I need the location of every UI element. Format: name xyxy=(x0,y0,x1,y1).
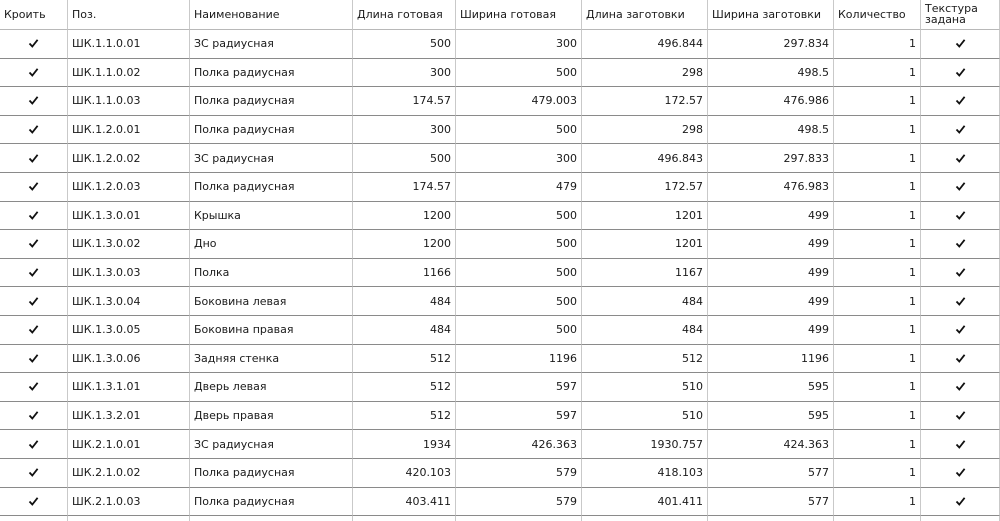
quantity-cell[interactable]: 1 xyxy=(834,287,921,316)
checkmark-icon xyxy=(28,496,39,507)
checkmark-icon xyxy=(955,210,966,221)
position-cell[interactable]: ШК.1.3.0.06 xyxy=(68,345,190,374)
length-blank-cell[interactable]: 401.411 xyxy=(582,488,708,517)
checkmark-icon xyxy=(955,153,966,164)
cut-checkbox[interactable] xyxy=(27,37,40,50)
width-ready-cell[interactable]: 500 xyxy=(456,287,582,316)
position-cell[interactable]: ШК.1.1.0.02 xyxy=(68,59,190,88)
length-ready-cell[interactable]: 1934 xyxy=(353,430,456,459)
cut-cell xyxy=(0,87,68,116)
width-ready-cell[interactable]: 426.363 xyxy=(456,430,582,459)
quantity-cell[interactable]: 1 xyxy=(834,59,921,88)
cut-cell xyxy=(0,287,68,316)
width-blank-cell[interactable]: 297.833 xyxy=(708,144,834,173)
texture-checkbox[interactable] xyxy=(954,237,967,250)
width-blank-cell[interactable]: 476.986 xyxy=(708,87,834,116)
position-cell[interactable]: ШК.1.1.0.01 xyxy=(68,30,190,59)
cut-checkbox[interactable] xyxy=(27,438,40,451)
length-ready-cell[interactable]: 300 xyxy=(353,59,456,88)
position-cell[interactable]: ШК.1.2.0.03 xyxy=(68,173,190,202)
header-cut[interactable]: Кроить xyxy=(0,0,68,30)
width-blank-cell[interactable]: 498.5 xyxy=(708,116,834,145)
header-length-blank[interactable]: Длина заготовки xyxy=(582,0,708,30)
width-ready-cell[interactable]: 479 xyxy=(456,173,582,202)
checkmark-icon xyxy=(955,296,966,307)
name-cell[interactable]: Крышка xyxy=(190,202,353,231)
cut-checkbox[interactable] xyxy=(27,466,40,479)
length-blank-cell[interactable]: 172.57 xyxy=(582,87,708,116)
tail-col xyxy=(921,516,1000,521)
width-ready-cell[interactable]: 597 xyxy=(456,402,582,431)
length-blank-cell[interactable]: 1201 xyxy=(582,202,708,231)
width-ready-cell[interactable]: 579 xyxy=(456,459,582,488)
length-blank-cell[interactable]: 512 xyxy=(582,345,708,374)
position-cell[interactable]: ШК.1.3.2.01 xyxy=(68,402,190,431)
name-cell[interactable]: Полка радиусная xyxy=(190,173,353,202)
length-ready-cell[interactable]: 1166 xyxy=(353,259,456,288)
checkmark-icon xyxy=(955,353,966,364)
cut-checkbox[interactable] xyxy=(27,66,40,79)
length-blank-cell[interactable]: 496.844 xyxy=(582,30,708,59)
checkmark-icon xyxy=(955,467,966,478)
checkmark-icon xyxy=(955,381,966,392)
width-blank-cell[interactable]: 499 xyxy=(708,230,834,259)
texture-cell xyxy=(921,488,1000,517)
checkmark-icon xyxy=(28,95,39,106)
texture-checkbox[interactable] xyxy=(954,380,967,393)
quantity-cell[interactable]: 1 xyxy=(834,316,921,345)
width-ready-cell[interactable]: 500 xyxy=(456,230,582,259)
quantity-cell[interactable]: 1 xyxy=(834,144,921,173)
checkmark-icon xyxy=(28,210,39,221)
header-position[interactable]: Поз. xyxy=(68,0,190,30)
length-blank-cell[interactable]: 1930.757 xyxy=(582,430,708,459)
texture-cell xyxy=(921,30,1000,59)
cut-cell xyxy=(0,402,68,431)
width-blank-cell[interactable]: 577 xyxy=(708,488,834,517)
cut-cell xyxy=(0,30,68,59)
position-cell[interactable]: ШК.1.3.0.04 xyxy=(68,287,190,316)
texture-cell xyxy=(921,373,1000,402)
table-continuation xyxy=(0,516,1000,521)
width-blank-cell[interactable]: 499 xyxy=(708,259,834,288)
length-ready-cell[interactable]: 512 xyxy=(353,345,456,374)
quantity-cell[interactable]: 1 xyxy=(834,202,921,231)
texture-checkbox[interactable] xyxy=(954,266,967,279)
length-blank-cell[interactable]: 484 xyxy=(582,316,708,345)
checkmark-icon xyxy=(28,439,39,450)
width-blank-cell[interactable]: 297.834 xyxy=(708,30,834,59)
cut-checkbox[interactable] xyxy=(27,237,40,250)
texture-checkbox[interactable] xyxy=(954,323,967,336)
tail-col xyxy=(834,516,921,521)
texture-checkbox[interactable] xyxy=(954,295,967,308)
checkmark-icon xyxy=(28,181,39,192)
width-ready-cell[interactable]: 300 xyxy=(456,30,582,59)
cut-checkbox[interactable] xyxy=(27,495,40,508)
name-cell[interactable]: Задняя стенка xyxy=(190,345,353,374)
tail-col xyxy=(353,516,456,521)
name-cell[interactable]: ЗС радиусная xyxy=(190,144,353,173)
position-cell[interactable]: ШК.1.2.0.01 xyxy=(68,116,190,145)
checkmark-icon xyxy=(28,353,39,364)
checkmark-icon xyxy=(28,467,39,478)
checkmark-icon xyxy=(28,153,39,164)
cut-checkbox[interactable] xyxy=(27,209,40,222)
name-cell[interactable]: Полка радиусная xyxy=(190,488,353,517)
texture-cell xyxy=(921,345,1000,374)
checkmark-icon xyxy=(28,381,39,392)
width-blank-cell[interactable]: 499 xyxy=(708,287,834,316)
texture-cell xyxy=(921,87,1000,116)
quantity-cell[interactable]: 1 xyxy=(834,345,921,374)
width-ready-cell[interactable]: 500 xyxy=(456,259,582,288)
tail-col xyxy=(68,516,190,521)
position-cell[interactable]: ШК.1.3.1.01 xyxy=(68,373,190,402)
name-cell[interactable]: Боковина правая xyxy=(190,316,353,345)
length-ready-cell[interactable]: 403.411 xyxy=(353,488,456,517)
quantity-cell[interactable]: 1 xyxy=(834,488,921,517)
texture-checkbox[interactable] xyxy=(954,94,967,107)
checkmark-icon xyxy=(28,238,39,249)
width-ready-cell[interactable]: 597 xyxy=(456,373,582,402)
width-ready-cell[interactable]: 500 xyxy=(456,116,582,145)
length-ready-cell[interactable]: 174.57 xyxy=(353,87,456,116)
tail-col xyxy=(456,516,582,521)
width-ready-cell[interactable]: 500 xyxy=(456,59,582,88)
length-blank-cell[interactable]: 1201 xyxy=(582,230,708,259)
header-texture-set[interactable]: Текстура задана xyxy=(921,0,1000,30)
checkmark-icon xyxy=(28,38,39,49)
width-blank-cell[interactable]: 595 xyxy=(708,373,834,402)
checkmark-icon xyxy=(28,324,39,335)
texture-checkbox[interactable] xyxy=(954,209,967,222)
header-length-ready[interactable]: Длина готовая xyxy=(353,0,456,30)
texture-checkbox[interactable] xyxy=(954,438,967,451)
width-blank-cell[interactable]: 1196 xyxy=(708,345,834,374)
name-cell[interactable]: Дверь правая xyxy=(190,402,353,431)
name-cell[interactable]: Дверь левая xyxy=(190,373,353,402)
texture-checkbox[interactable] xyxy=(954,409,967,422)
name-cell[interactable]: Боковина левая xyxy=(190,287,353,316)
width-ready-cell[interactable]: 1196 xyxy=(456,345,582,374)
name-cell[interactable]: Полка радиусная xyxy=(190,459,353,488)
length-blank-cell[interactable]: 298 xyxy=(582,59,708,88)
checkmark-icon xyxy=(955,496,966,507)
width-blank-cell[interactable]: 498.5 xyxy=(708,59,834,88)
tail-col xyxy=(0,516,68,521)
length-ready-cell[interactable]: 174.57 xyxy=(353,173,456,202)
texture-cell xyxy=(921,316,1000,345)
cut-checkbox[interactable] xyxy=(27,352,40,365)
quantity-cell[interactable]: 1 xyxy=(834,87,921,116)
width-blank-cell[interactable]: 595 xyxy=(708,402,834,431)
cut-cell xyxy=(0,202,68,231)
texture-cell xyxy=(921,202,1000,231)
length-blank-cell[interactable]: 484 xyxy=(582,287,708,316)
width-ready-cell[interactable]: 479.003 xyxy=(456,87,582,116)
quantity-cell[interactable]: 1 xyxy=(834,459,921,488)
texture-cell xyxy=(921,287,1000,316)
quantity-cell[interactable]: 1 xyxy=(834,173,921,202)
tail-col xyxy=(708,516,834,521)
position-cell[interactable]: ШК.1.3.0.05 xyxy=(68,316,190,345)
cut-cell xyxy=(0,144,68,173)
cut-checkbox[interactable] xyxy=(27,152,40,165)
quantity-cell[interactable]: 1 xyxy=(834,259,921,288)
cut-cell xyxy=(0,345,68,374)
texture-cell xyxy=(921,459,1000,488)
texture-checkbox[interactable] xyxy=(954,180,967,193)
length-blank-cell[interactable]: 510 xyxy=(582,373,708,402)
checkmark-icon xyxy=(28,296,39,307)
checkmark-icon xyxy=(955,410,966,421)
checkmark-icon xyxy=(28,267,39,278)
length-ready-cell[interactable]: 484 xyxy=(353,316,456,345)
length-ready-cell[interactable]: 512 xyxy=(353,373,456,402)
texture-checkbox[interactable] xyxy=(954,495,967,508)
length-ready-cell[interactable]: 500 xyxy=(353,30,456,59)
width-ready-cell[interactable]: 300 xyxy=(456,144,582,173)
width-blank-cell[interactable]: 499 xyxy=(708,316,834,345)
position-cell[interactable]: ШК.2.1.0.03 xyxy=(68,488,190,517)
checkmark-icon xyxy=(955,324,966,335)
texture-checkbox[interactable] xyxy=(954,352,967,365)
texture-cell xyxy=(921,173,1000,202)
cut-checkbox[interactable] xyxy=(27,409,40,422)
width-ready-cell[interactable]: 500 xyxy=(456,202,582,231)
texture-cell xyxy=(921,144,1000,173)
texture-cell xyxy=(921,116,1000,145)
cut-checkbox[interactable] xyxy=(27,123,40,136)
length-ready-cell[interactable]: 500 xyxy=(353,144,456,173)
quantity-cell[interactable]: 1 xyxy=(834,116,921,145)
width-blank-cell[interactable]: 499 xyxy=(708,202,834,231)
cut-cell xyxy=(0,459,68,488)
header-width-ready[interactable]: Ширина готовая xyxy=(456,0,582,30)
checkmark-icon xyxy=(28,410,39,421)
cut-cell xyxy=(0,116,68,145)
checkmark-icon xyxy=(28,124,39,135)
texture-checkbox[interactable] xyxy=(954,152,967,165)
length-blank-cell[interactable]: 172.57 xyxy=(582,173,708,202)
texture-cell xyxy=(921,402,1000,431)
tail-col xyxy=(582,516,708,521)
length-blank-cell[interactable]: 510 xyxy=(582,402,708,431)
cut-cell xyxy=(0,373,68,402)
texture-checkbox[interactable] xyxy=(954,466,967,479)
width-blank-cell[interactable]: 577 xyxy=(708,459,834,488)
width-ready-cell[interactable]: 579 xyxy=(456,488,582,517)
quantity-cell[interactable]: 1 xyxy=(834,373,921,402)
checkmark-icon xyxy=(955,124,966,135)
cut-cell xyxy=(0,488,68,517)
name-cell[interactable]: Дно xyxy=(190,230,353,259)
position-cell[interactable]: ШК.1.3.0.01 xyxy=(68,202,190,231)
length-ready-cell[interactable]: 1200 xyxy=(353,230,456,259)
position-cell[interactable]: ШК.1.2.0.02 xyxy=(68,144,190,173)
cut-cell xyxy=(0,259,68,288)
width-blank-cell[interactable]: 476.983 xyxy=(708,173,834,202)
length-ready-cell[interactable]: 300 xyxy=(353,116,456,145)
name-cell[interactable]: Полка радиусная xyxy=(190,87,353,116)
texture-cell xyxy=(921,430,1000,459)
quantity-cell[interactable]: 1 xyxy=(834,230,921,259)
texture-checkbox[interactable] xyxy=(954,66,967,79)
position-cell[interactable]: ШК.2.1.0.02 xyxy=(68,459,190,488)
position-cell[interactable]: ШК.1.3.0.03 xyxy=(68,259,190,288)
checkmark-icon xyxy=(955,38,966,49)
length-ready-cell[interactable]: 512 xyxy=(353,402,456,431)
header-width-blank[interactable]: Ширина заготовки xyxy=(708,0,834,30)
cut-checkbox[interactable] xyxy=(27,380,40,393)
width-blank-cell[interactable]: 424.363 xyxy=(708,430,834,459)
checkmark-icon xyxy=(955,181,966,192)
tail-col xyxy=(190,516,353,521)
cut-checkbox[interactable] xyxy=(27,94,40,107)
length-blank-cell[interactable]: 298 xyxy=(582,116,708,145)
cut-cell xyxy=(0,316,68,345)
length-blank-cell[interactable]: 1167 xyxy=(582,259,708,288)
cut-checkbox[interactable] xyxy=(27,180,40,193)
name-cell[interactable]: ЗС радиусная xyxy=(190,30,353,59)
cut-cell xyxy=(0,430,68,459)
quantity-cell[interactable]: 1 xyxy=(834,402,921,431)
length-blank-cell[interactable]: 496.843 xyxy=(582,144,708,173)
position-cell[interactable]: ШК.2.1.0.01 xyxy=(68,430,190,459)
length-ready-cell[interactable]: 484 xyxy=(353,287,456,316)
name-cell[interactable]: Полка xyxy=(190,259,353,288)
cut-cell xyxy=(0,173,68,202)
quantity-cell[interactable]: 1 xyxy=(834,30,921,59)
texture-checkbox[interactable] xyxy=(954,37,967,50)
name-cell[interactable]: Полка радиусная xyxy=(190,59,353,88)
cut-checkbox[interactable] xyxy=(27,295,40,308)
texture-cell xyxy=(921,259,1000,288)
texture-checkbox[interactable] xyxy=(954,123,967,136)
checkmark-icon xyxy=(955,267,966,278)
length-ready-cell[interactable]: 420.103 xyxy=(353,459,456,488)
header-quantity[interactable]: Количество xyxy=(834,0,921,30)
name-cell[interactable]: ЗС радиусная xyxy=(190,430,353,459)
checkmark-icon xyxy=(28,67,39,78)
cut-cell xyxy=(0,230,68,259)
checkmark-icon xyxy=(955,95,966,106)
length-blank-cell[interactable]: 418.103 xyxy=(582,459,708,488)
cut-checkbox[interactable] xyxy=(27,323,40,336)
cut-checkbox[interactable] xyxy=(27,266,40,279)
checkmark-icon xyxy=(955,439,966,450)
header-name[interactable]: Наименование xyxy=(190,0,353,30)
name-cell[interactable]: Полка радиусная xyxy=(190,116,353,145)
position-cell[interactable]: ШК.1.1.0.03 xyxy=(68,87,190,116)
checkmark-icon xyxy=(955,67,966,78)
quantity-cell[interactable]: 1 xyxy=(834,430,921,459)
width-ready-cell[interactable]: 500 xyxy=(456,316,582,345)
checkmark-icon xyxy=(955,238,966,249)
texture-cell xyxy=(921,230,1000,259)
length-ready-cell[interactable]: 1200 xyxy=(353,202,456,231)
position-cell[interactable]: ШК.1.3.0.02 xyxy=(68,230,190,259)
cut-cell xyxy=(0,59,68,88)
texture-cell xyxy=(921,59,1000,88)
